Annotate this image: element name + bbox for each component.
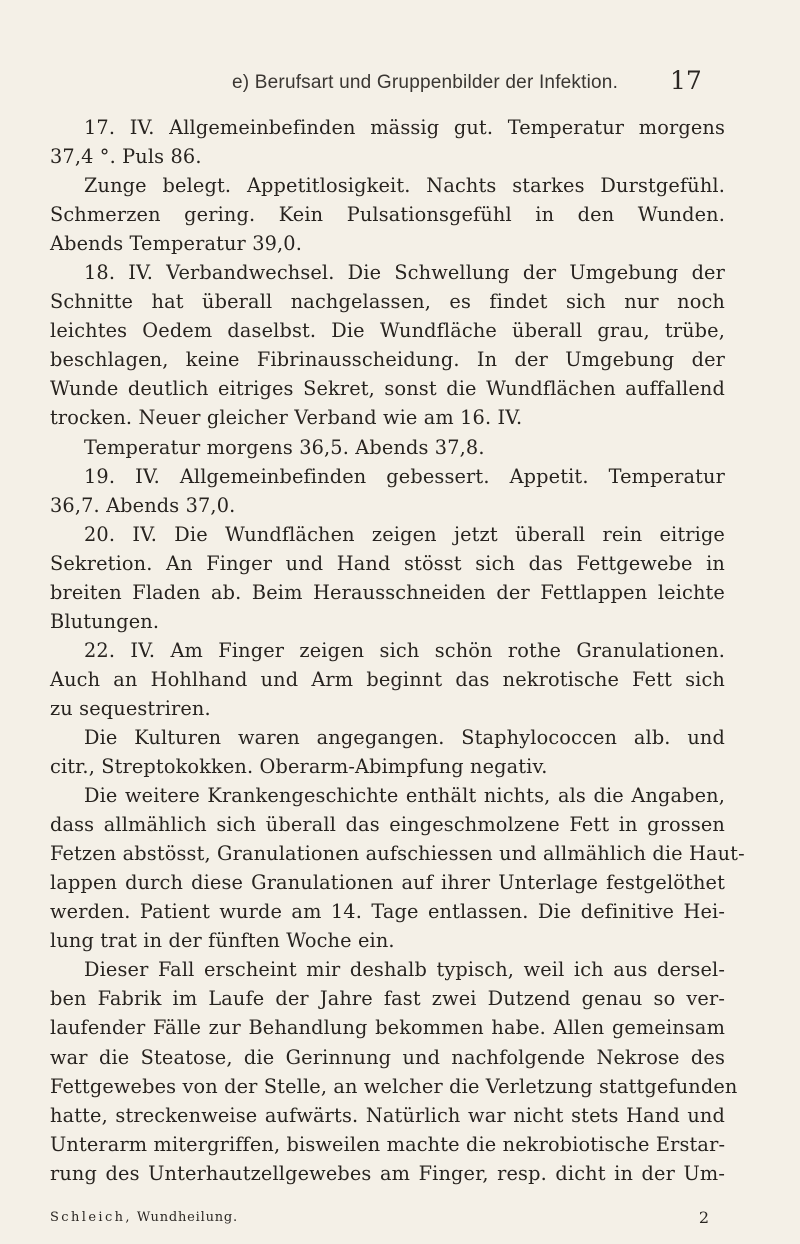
- text-line: 19. IV. Allgemeinbefinden gebessert. Appetit. Temperatur: [84, 464, 725, 488]
- signature-book-title: Wundheilung.: [136, 1210, 238, 1225]
- text-line: Schnitte hat überall nachgelassen, es findet sich nur noch: [50, 290, 725, 314]
- body-text: [50, 113, 745, 1188]
- signature-author: Schleich,: [50, 1210, 132, 1225]
- text-line: 37,4 °. Puls 86.: [50, 145, 202, 169]
- text-line: dass allmählich sich überall das eingeschmolzene Fett in grossen: [50, 813, 725, 837]
- text-line: hatte, streckenweise aufwärts. Natürlich war nicht stets Hand und: [50, 1103, 725, 1127]
- running-head-title: e) Berufsart und Gruppenbilder der Infektion.: [232, 72, 619, 93]
- text-line: war die Steatose, die Gerinnung und nachfolgende Nekrose des: [50, 1045, 725, 1069]
- text-line: Schmerzen gering. Kein Pulsationsgefühl in den Wunden.: [50, 203, 725, 227]
- text-line: leichtes Oedem daselbst. Die Wundfläche überall grau, trübe,: [50, 319, 725, 343]
- text-line: werden. Patient wurde am 14. Tage entlassen. Die definitive Hei-: [50, 900, 725, 924]
- text-line: rung des Unterhautzellgewebes am Finger, resp. dicht in der Um-: [50, 1161, 725, 1185]
- text-line: lung trat in der fünften Woche ein.: [50, 929, 395, 953]
- text-line: lappen durch diese Granulationen auf ihrer Unterlage festgelöthet: [50, 871, 725, 895]
- text-line: Wunde deutlich eitriges Sekret, sonst die Wundflächen auffallend: [50, 377, 725, 401]
- text-line: 20. IV. Die Wundflächen zeigen jetzt überall rein eitrige: [84, 522, 725, 546]
- text-line: Fettgewebes von der Stelle, an welcher die Verletzung stattgefunden: [50, 1074, 738, 1098]
- text-line: ben Fabrik im Laufe der Jahre fast zwei Dutzend genau so ver-: [50, 987, 725, 1011]
- text-line: 22. IV. Am Finger zeigen sich schön rothe Granulationen.: [84, 638, 725, 662]
- text-line: Dieser Fall erscheint mir deshalb typisch, weil ich aus dersel-: [84, 958, 725, 982]
- text-line: laufender Fälle zur Behandlung bekommen habe. Allen gemeinsam: [50, 1016, 725, 1040]
- text-line: trocken. Neuer gleicher Verband wie am 16. IV.: [50, 406, 523, 430]
- text-line: Fetzen abstösst, Granulationen aufschiessen und allmählich die Haut-: [50, 842, 745, 866]
- text-line: citr., Streptokokken. Oberarm-Abimpfung negativ.: [50, 755, 548, 779]
- text-line: Blutungen.: [50, 609, 160, 633]
- text-line: Temperatur morgens 36,5. Abends 37,8.: [84, 435, 485, 459]
- text-line: Die Kulturen waren angegangen. Staphylococcen alb. und: [84, 725, 725, 749]
- text-line: 36,7. Abends 37,0.: [50, 493, 236, 517]
- page-number: 17: [670, 66, 702, 95]
- text-line: 17. IV. Allgemeinbefinden mässig gut. Temperatur morgens: [84, 116, 725, 139]
- text-line: Unterarm mitergriffen, bisweilen machte die nekrobiotische Erstar-: [50, 1132, 726, 1156]
- text-line: Zunge belegt. Appetitlosigkeit. Nachts starkes Durstgefühl.: [84, 174, 725, 198]
- sheet-signature-number: 2: [698, 1208, 709, 1227]
- text-line: Die weitere Krankengeschichte enthält nichts, als die Angaben,: [84, 784, 725, 808]
- text-line: zu sequestriren.: [50, 696, 211, 720]
- footer-signature-line: [50, 1210, 725, 1230]
- text-line: breiten Fladen ab. Beim Herausschneiden der Fettlappen leichte: [50, 580, 725, 604]
- text-line: Abends Temperatur 39,0.: [50, 232, 303, 256]
- text-line: Sekretion. An Finger und Hand stösst sich das Fettgewebe in: [50, 551, 725, 575]
- text-line: beschlagen, keine Fibrinausscheidung. In der Umgebung der: [50, 348, 725, 372]
- printer-signature: [50, 1210, 238, 1225]
- text-line: 18. IV. Verbandwechsel. Die Schwellung der Umgebung der: [84, 261, 725, 285]
- text-line: Auch an Hohlhand und Arm beginnt das nekrotische Fett sich: [50, 667, 725, 691]
